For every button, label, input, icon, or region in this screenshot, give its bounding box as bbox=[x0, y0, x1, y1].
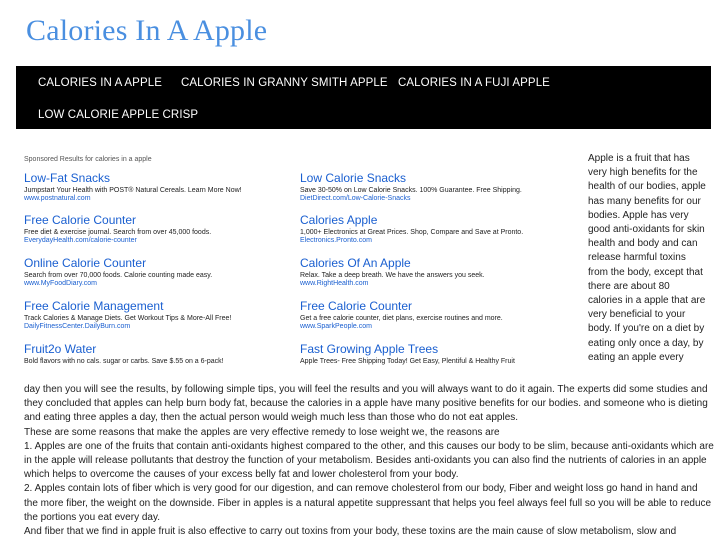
ad-title[interactable]: Online Calorie Counter bbox=[24, 256, 147, 270]
ad-url[interactable]: www.postnatural.com bbox=[24, 195, 91, 202]
ad-item bbox=[24, 171, 299, 202]
ad-description: 1,000+ Electronics at Great Prices. Shop, Compare and Save at Pronto. bbox=[300, 229, 524, 236]
ad-description: Apple Trees- Free Shipping Today! Get Easy, Plentiful & Healthy Fruit bbox=[300, 358, 515, 365]
ad-item bbox=[24, 299, 299, 330]
ad-item bbox=[300, 213, 575, 244]
ad-url[interactable]: DailyFitnessCenter.DailyBurn.com bbox=[24, 323, 131, 330]
ad-title[interactable]: Low-Fat Snacks bbox=[24, 171, 111, 185]
ad-description: Jumpstart Your Health with POST® Natural Cereals. Learn More Now! bbox=[24, 187, 242, 194]
article-paragraph: These are some reasons that make the apples are very effective remedy to lose weight we, the reasons are bbox=[24, 426, 500, 438]
ad-url[interactable]: Electronics.Pronto.com bbox=[300, 237, 372, 244]
ad-title[interactable]: Fruit2o Water bbox=[24, 342, 97, 356]
ad-url[interactable]: www.SparkPeople.com bbox=[300, 323, 372, 330]
sponsored-label: Sponsored Results for calories in a apple bbox=[24, 156, 152, 163]
ad-item bbox=[24, 256, 299, 287]
ad-item bbox=[300, 342, 575, 365]
ad-description: Save 30-50% on Low Calorie Snacks. 100% Guarantee. Free Shipping. bbox=[300, 187, 522, 194]
ad-title[interactable]: Low Calorie Snacks bbox=[300, 171, 407, 185]
ad-title[interactable]: Free Calorie Counter bbox=[24, 213, 137, 227]
ad-title[interactable]: Fast Growing Apple Trees bbox=[300, 342, 439, 356]
ad-item bbox=[24, 342, 299, 365]
ad-description: Free diet & exercise journal. Search from over 45,000 foods. bbox=[24, 229, 212, 236]
nav-item-fuji-apple[interactable]: CALORIES IN A FUJI APPLE bbox=[398, 77, 550, 89]
ad-description: Relax. Take a deep breath. We have the answers you seek. bbox=[300, 272, 485, 279]
ad-title[interactable]: Calories Of An Apple bbox=[300, 256, 411, 270]
article-body bbox=[24, 383, 714, 539]
ad-url[interactable]: DietDirect.com/Low-Calorie-Snacks bbox=[300, 195, 411, 202]
nav-item-calories-in-a-apple[interactable]: CALORIES IN A APPLE bbox=[38, 77, 162, 89]
article-intro: Apple is a fruit that has very high benefits for the health of our bodies, apple has many benefits for our bodies. Apple has very good anti-oxidants for skin health and body and can release harmful toxins from the body, except that there are about 80 calories in a apple that are very beneficial to your body. If you're on a diet by eating only once a day, by eating an apple every bbox=[588, 153, 706, 363]
ad-title[interactable]: Free Calorie Counter bbox=[300, 299, 413, 313]
ad-url[interactable]: EverydayHealth.com/calorie-counter bbox=[24, 237, 137, 244]
ad-url[interactable]: www.MyFoodDiary.com bbox=[24, 280, 97, 287]
article-paragraph: And fiber that we find in apple fruit is also effective to carry out toxins from your body, these toxins are the main cause of slow metabolism, slow and bbox=[24, 526, 677, 538]
ad-description: Get a free calorie counter, diet plans, exercise routines and more. bbox=[300, 315, 503, 322]
ad-title[interactable]: Free Calorie Management bbox=[24, 299, 164, 313]
ad-title[interactable]: Calories Apple bbox=[300, 213, 378, 227]
main-nav bbox=[16, 66, 711, 129]
ad-url[interactable]: www.RightHealth.com bbox=[300, 280, 369, 287]
article-paragraph: 1. Apples are one of the fruits that contain anti-oxidants highest compared to the other, and this causes our body to be slim, because anti-oxidants which are in the apple will release pollutants that destroy the function of your metabolism. Besides anti-oxidants you can also find the nutrients of calories in an apple which helps to overcome the causes of your excess belly fat and lower cholesterol from your body. bbox=[24, 440, 714, 481]
ad-description: Bold flavors with no cals. sugar or carbs. Save $.55 on a 6-pack! bbox=[24, 358, 224, 365]
ad-item bbox=[300, 299, 575, 330]
ad-item bbox=[300, 171, 575, 202]
ad-item bbox=[24, 213, 299, 244]
ad-item bbox=[300, 256, 575, 287]
ad-description: Search from over 70,000 foods. Calorie counting made easy. bbox=[24, 272, 213, 279]
ad-description: Track Calories & Manage Diets. Get Workout Tips & More-All Free! bbox=[24, 315, 232, 322]
article-paragraph: 2. Apples contain lots of fiber which is very good for our digestion, and can remove cholesterol from our body, Fiber and weight loss go hand in hand and the more fiber, the weight on the downside. Fiber in apples is a natural appetite suppressant that helps you feel always feel full so you will be able to reduce the portions you eat every day. bbox=[24, 483, 712, 523]
nav-item-low-calorie-apple-crisp[interactable]: LOW CALORIE APPLE CRISP bbox=[38, 109, 199, 121]
nav-item-granny-smith[interactable]: CALORIES IN GRANNY SMITH APPLE bbox=[181, 77, 388, 89]
article-paragraph: day then you will see the results, by following simple tips, you will feel the results and you will always want to do it again. The experts did some studies and they concluded that apples can help burn body fat, because the calories in a apple have many positive benefits for our bodies. and someone who is dieting and eating three apples a day, then the actual person would weigh much less than those who do not eat apples. bbox=[24, 384, 708, 424]
site-title[interactable]: Calories In A Apple bbox=[26, 14, 268, 47]
